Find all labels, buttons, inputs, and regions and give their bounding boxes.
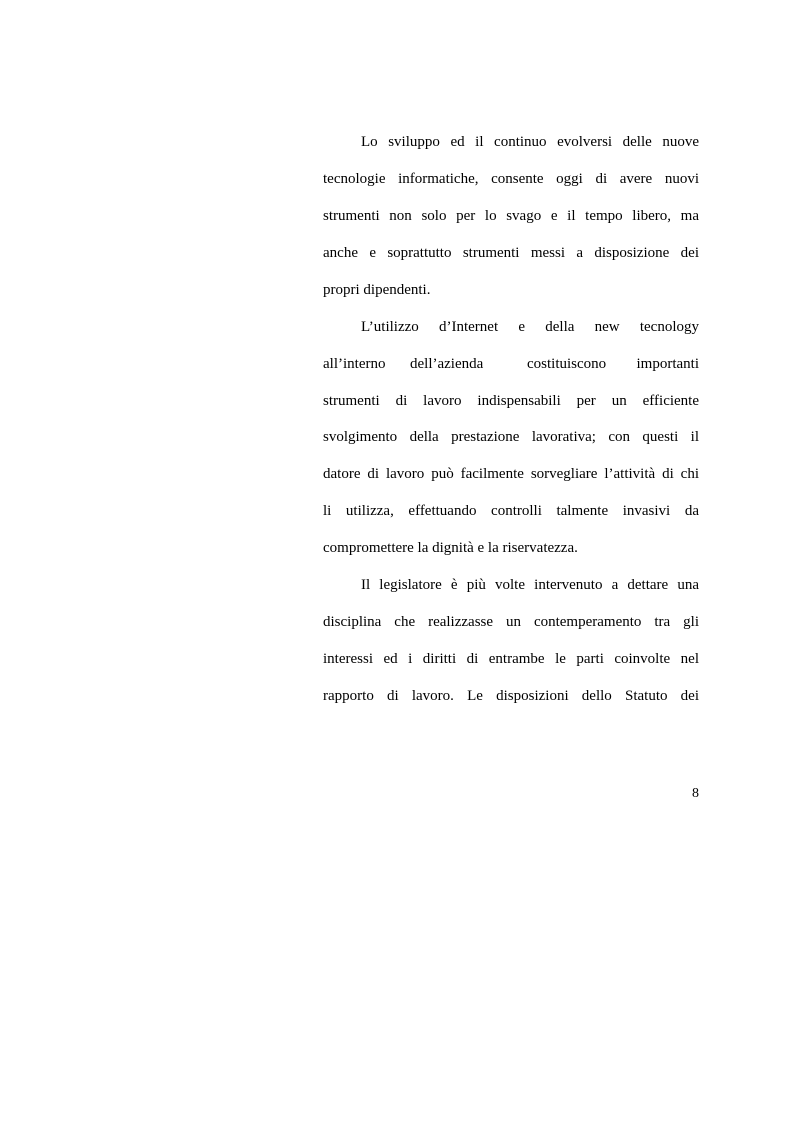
word-importanti: importanti [636, 356, 699, 372]
word-costituiscono: costituiscono [527, 356, 607, 372]
paragraph-1-line-2: tecnologie informatiche, consente oggi di avere nuovi [323, 171, 699, 187]
paragraph-1-line-4: anche e soprattutto strumenti messi a disposizione dei [323, 245, 699, 261]
paragraph-1-line-1: Lo sviluppo ed il continuo evolversi delle nuove [361, 134, 699, 150]
paragraph-3-line-3: interessi ed i diritti di entrambe le parti coinvolte nel [323, 651, 699, 667]
paragraph-2-line-2 [323, 354, 699, 374]
paragraph-2-line-4: svolgimento della prestazione lavorativa; con questi il [323, 429, 699, 445]
page-number: 8 [692, 786, 699, 801]
paragraph-3-line-4: rapporto di lavoro. Le disposizioni dello Statuto dei [323, 688, 699, 704]
paragraph-3-line-2: disciplina che realizzasse un contemperamento tra gli [323, 614, 699, 630]
paragraph-2-line-5: datore di lavoro può facilmente sorvegliare l’attività di chi [323, 466, 699, 482]
paragraph-2-line-1: L’utilizzo d’Internet e della new tecnology [361, 319, 699, 335]
paragraph-3-line-1: Il legislatore è più volte intervenuto a dettare una [361, 577, 699, 593]
word-dell-azienda: dell’azienda [410, 356, 484, 372]
paragraph-1-line-3: strumenti non solo per lo svago e il tempo libero, ma [323, 208, 699, 224]
word-all-interno: all’interno [323, 356, 386, 372]
paragraph-2-line-7: compromettere la dignità e la riservatezza. [323, 540, 578, 556]
paragraph-2-line-3: strumenti di lavoro indispensabili per un efficiente [323, 393, 699, 409]
paragraph-2-line-6: li utilizza, effettuando controlli talmente invasivi da [323, 503, 699, 519]
paragraph-1-line-5: propri dipendenti. [323, 282, 431, 298]
